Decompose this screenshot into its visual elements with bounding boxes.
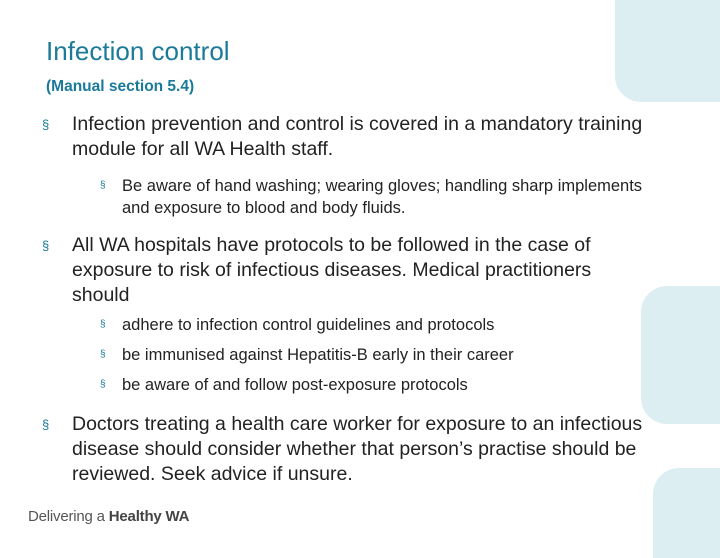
footer-emphasis: Healthy WA <box>108 508 190 525</box>
bullet-item <box>42 112 647 162</box>
sub-bullet-text: be aware of and follow post-exposure protocols <box>122 376 468 394</box>
sub-bullet-marker: § <box>100 349 106 360</box>
sub-bullet-item <box>100 374 647 396</box>
sub-bullet-marker: § <box>100 319 106 330</box>
sub-bullet-marker: § <box>100 180 106 191</box>
footer-prefix: Delivering a <box>28 508 109 525</box>
bullet-text: Doctors treating a health care worker for exposure to an infectious disease should consider whether that person’s practise should be reviewed. Seek advice if unsure. <box>72 413 643 485</box>
decorative-panel-middle <box>641 286 720 424</box>
sub-bullet-marker: § <box>100 379 106 390</box>
slide-subtitle: (Manual section 5.4) <box>46 78 195 95</box>
bullet-text: Infection prevention and control is covered in a mandatory training module for all WA Health staff. <box>72 113 643 160</box>
bullet-marker: § <box>42 117 50 132</box>
bullet-marker: § <box>42 417 50 432</box>
sub-bullet-item <box>100 314 647 336</box>
slide-title: Infection control <box>46 36 230 66</box>
decorative-panel-bottom <box>653 468 720 558</box>
bullet-item <box>42 412 647 487</box>
sub-bullet-item <box>100 175 647 219</box>
footer-tagline <box>28 508 189 525</box>
decorative-panel-top <box>615 0 720 102</box>
bullet-list <box>42 112 647 487</box>
bullet-marker: § <box>42 238 50 253</box>
sub-bullet-text: be immunised against Hepatitis-B early in their career <box>122 346 514 364</box>
sub-bullet-text: Be aware of hand washing; wearing gloves; handling sharp implements and exposure to blood and body fluids. <box>122 177 643 217</box>
bullet-text: All WA hospitals have protocols to be followed in the case of exposure to risk of infectious diseases. Medical practitioners should <box>72 234 592 306</box>
bullet-item <box>42 233 647 308</box>
sub-bullet-text: adhere to infection control guidelines and protocols <box>122 316 495 334</box>
sub-bullet-item <box>100 344 647 366</box>
